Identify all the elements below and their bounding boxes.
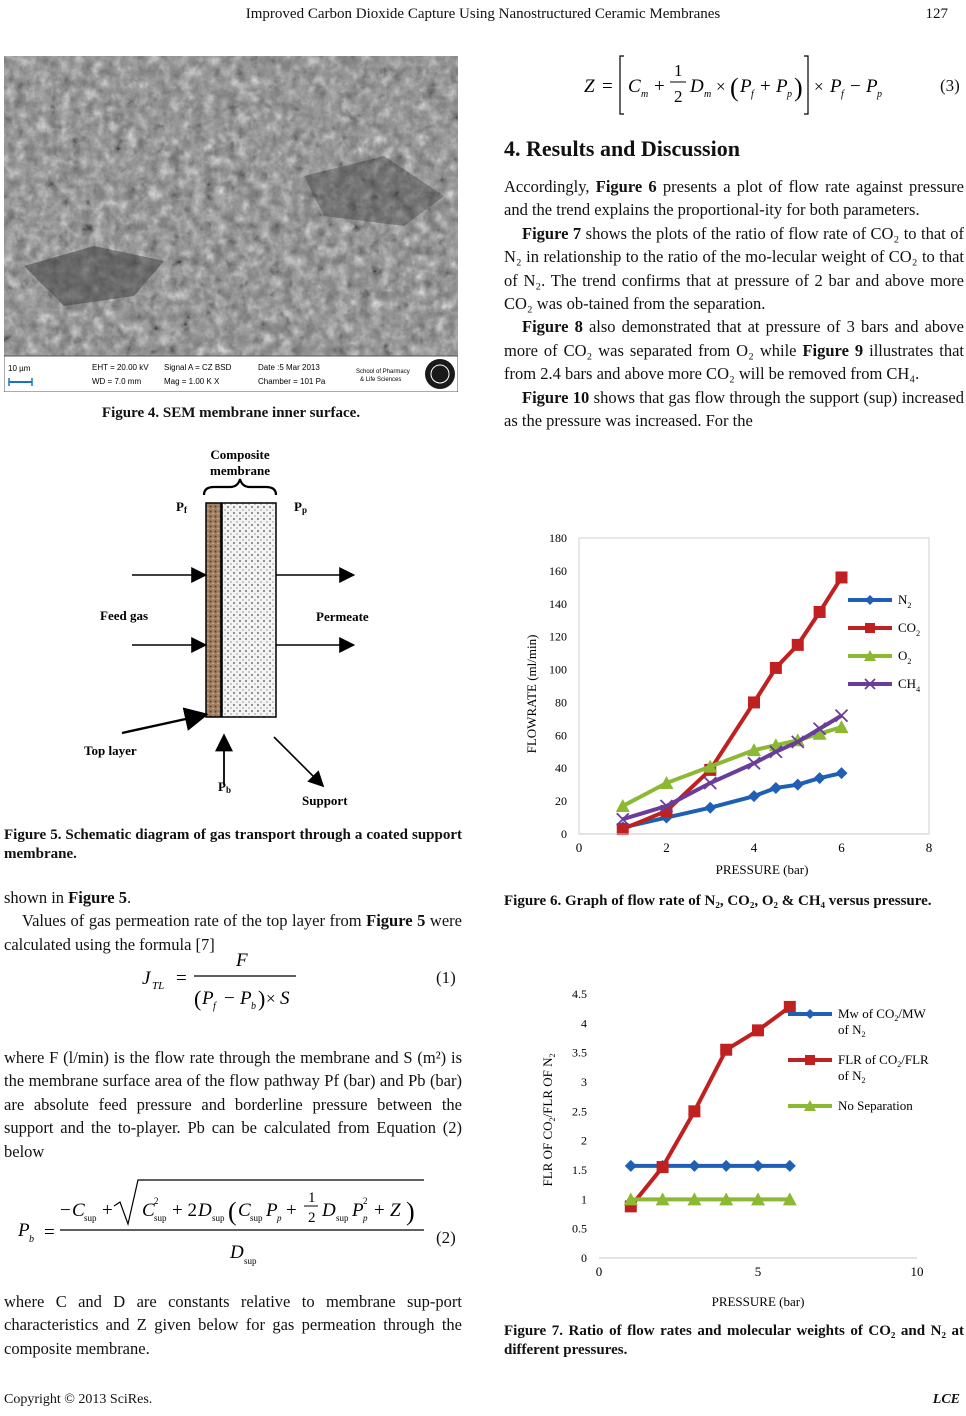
- svg-text:P: P: [740, 76, 752, 97]
- svg-text:D: D: [690, 76, 704, 97]
- svg-text:sup: sup: [250, 1213, 263, 1223]
- svg-text:b: b: [29, 1234, 34, 1245]
- svg-text:+: +: [760, 76, 771, 97]
- svg-text:P: P: [776, 76, 788, 97]
- page-footer: [0, 1390, 966, 1416]
- data-point: [720, 1044, 732, 1056]
- x-tick-label: 10: [910, 1264, 924, 1279]
- svg-text:+ 2: + 2: [172, 1200, 197, 1221]
- right-text-block: [504, 175, 964, 432]
- svg-text:2: 2: [154, 1196, 159, 1206]
- legend-marker: [805, 1009, 815, 1019]
- legend-label: $CO_2$: [898, 620, 921, 638]
- left-text-block-3: [4, 1290, 462, 1360]
- permeate-label: Permeate: [316, 609, 369, 624]
- composite-label-1: Composite: [210, 447, 270, 462]
- x-tick-label: 2: [663, 840, 670, 855]
- svg-text:×: ×: [266, 989, 276, 1008]
- sem-mag: Mag = 1.00 K X: [164, 377, 220, 386]
- figure-7-xlabel: PRESSURE (bar): [711, 1294, 805, 1309]
- figure-6-xlabel: PRESSURE (bar): [715, 862, 809, 877]
- svg-text:D: D: [230, 1242, 244, 1263]
- svg-text:m: m: [704, 89, 712, 100]
- sem-school2: & Life Sciences: [360, 377, 402, 383]
- svg-text:F: F: [236, 950, 248, 971]
- svg-text:D: D: [322, 1200, 336, 1221]
- svg-text:sup: sup: [244, 1256, 257, 1266]
- legend-label: FLR of $CO_2$/FLR: [838, 1052, 929, 1069]
- paragraph-shown: shown in Figure 5.: [4, 888, 132, 907]
- data-point: [688, 1105, 700, 1117]
- data-point: [836, 710, 848, 722]
- equation-3-number: (3): [940, 76, 960, 95]
- data-point: [784, 1160, 796, 1172]
- svg-text:p: p: [787, 89, 792, 100]
- x-tick-label: 5: [754, 1264, 762, 1279]
- svg-text:1: 1: [308, 1190, 316, 1206]
- y-tick-label: 1: [581, 1192, 587, 1207]
- y-tick-label: 100: [549, 662, 567, 677]
- svg-text:2: 2: [363, 1196, 368, 1206]
- svg-text:P: P: [266, 1200, 278, 1221]
- data-point: [625, 1160, 637, 1172]
- y-tick-label: 80: [555, 695, 567, 710]
- svg-text:×: ×: [716, 77, 726, 96]
- y-tick-label: 2.5: [572, 1104, 587, 1119]
- figure-6-caption: Figure 6. Graph of flow rate of N₂, CO₂, O₂ & CH₄ versus pressure.: [504, 893, 932, 909]
- svg-text:+: +: [654, 76, 665, 97]
- paragraph-where-2: where C and D are constants relative to membrane sup-port characteristics and Z given below for gas permeation through the composite membrane.: [4, 1292, 462, 1358]
- journal-abbrev: LCE: [932, 1392, 960, 1407]
- data-point: [720, 1160, 732, 1172]
- sem-signal: Signal A = CZ BSD: [164, 363, 232, 372]
- svg-text:C: C: [628, 76, 641, 97]
- svg-text:P: P: [240, 988, 252, 1009]
- x-tick-label: 8: [925, 840, 933, 855]
- svg-text:f: f: [841, 89, 844, 100]
- section-heading: 4. Results and Discussion: [504, 136, 740, 161]
- legend-label-2: of $N_2$: [838, 1068, 866, 1085]
- svg-text:TL: TL: [152, 980, 165, 992]
- svg-text:): ): [406, 1197, 415, 1226]
- data-point: [657, 1161, 669, 1173]
- y-tick-label: 0: [581, 1251, 587, 1265]
- sem-eht: EHT = 20.00 kV: [92, 363, 149, 372]
- svg-text:b: b: [251, 1001, 256, 1012]
- x-tick-label: 4: [750, 840, 758, 855]
- legend-marker: [865, 595, 875, 605]
- data-point: [704, 802, 716, 814]
- y-tick-label: 1.5: [572, 1163, 587, 1177]
- brace-icon: [204, 479, 276, 495]
- top-layer-label: Top layer: [84, 743, 137, 758]
- svg-text:=: =: [44, 1222, 55, 1243]
- y-tick-label: 4: [581, 1016, 587, 1031]
- svg-text:=: =: [602, 76, 613, 97]
- running-title: Improved Carbon Dioxide Capture Using Nanostructured Ceramic Membranes: [245, 6, 721, 22]
- y-tick-label: 180: [549, 531, 567, 545]
- svg-text:Z: Z: [390, 1200, 401, 1221]
- svg-text:P: P: [18, 1220, 30, 1241]
- sem-chamber: Chamber = 101 Pa: [258, 377, 326, 386]
- sem-school1: School of Pharmacy: [356, 369, 410, 375]
- svg-text:sup: sup: [336, 1213, 349, 1223]
- sem-wd: WD = 7.0 mm: [92, 377, 142, 386]
- svg-text:Z: Z: [584, 76, 595, 97]
- legend-label: $O_2$: [898, 648, 912, 666]
- top-layer-block: [206, 503, 221, 717]
- paragraph-fig7: Figure 7 shows the plots of the ratio of flow rate of CO₂ to that of N₂ in relationship to the ratio of the mo-lecular weight of CO₂ to that of N₂. The trend confirms that at pressure of 2 bar and above more CO₂ was ob-tained from the separation.: [504, 223, 964, 314]
- svg-text:(: (: [194, 986, 202, 1011]
- figure-4-caption: Figure 4. SEM membrane inner surface.: [101, 405, 361, 421]
- data-point: [748, 790, 760, 802]
- svg-text:D: D: [198, 1200, 212, 1221]
- composite-label-2: membrane: [210, 463, 270, 478]
- data-point: [617, 823, 629, 835]
- legend-marker: [865, 623, 875, 633]
- svg-text:C: C: [238, 1200, 251, 1221]
- y-tick-label: 4.5: [572, 987, 587, 1001]
- paragraph-fig10: Figure 10 shows that gas flow through the support (sup) increased as the pressure was increased. For the: [504, 387, 964, 431]
- svg-text:+: +: [374, 1200, 385, 1221]
- svg-text:(: (: [228, 1197, 237, 1226]
- svg-text:m: m: [641, 89, 649, 100]
- series-line-1: [623, 577, 842, 829]
- copyright: Copyright © 2013 SciRes.: [4, 1392, 153, 1407]
- y-tick-label: 3: [581, 1075, 587, 1089]
- figure-7-ylabel: FLR OF $CO_2$/FLR OF $N_2$: [540, 1053, 557, 1187]
- svg-text:sup: sup: [154, 1213, 167, 1223]
- equation-2: [14, 1176, 434, 1276]
- svg-text:sup: sup: [212, 1213, 225, 1223]
- legend-label: $N_2$: [898, 592, 912, 610]
- y-tick-label: 140: [549, 596, 567, 611]
- equation-2-number: (2): [436, 1228, 456, 1247]
- data-point: [814, 772, 826, 784]
- data-point: [784, 1001, 796, 1013]
- scale-label: 10 µm: [8, 364, 31, 373]
- svg-text:(: (: [730, 73, 739, 102]
- legend-label: No Separation: [838, 1098, 913, 1113]
- paragraph-values: Values of gas permeation rate of the top layer from Figure 5 were calculated using the formula [7]: [4, 911, 462, 954]
- legend-label: Mw of $CO_2/MW$: [838, 1006, 926, 1023]
- university-seal-icon: [425, 359, 455, 389]
- page-header: [0, 0, 966, 30]
- data-point: [752, 1024, 764, 1036]
- paragraph-where-1: where F (l/min) is the flow rate through the membrane and S (m²) is the membrane surface area of the flow pathway Pf (bar) and Pb (bar) are absolute feed pressure and borderline pressure between the support and the to-player. Pb can be calculated from Equation (2) below: [4, 1048, 462, 1161]
- svg-text:−: −: [60, 1200, 71, 1221]
- data-point: [748, 696, 760, 708]
- figure-5-caption: Figure 5. Schematic diagram of gas transport through a coated support membrane.: [4, 827, 462, 862]
- figure-5-schematic: [4, 445, 460, 815]
- svg-text:−: −: [850, 76, 861, 97]
- pf-label: Pf: [176, 499, 187, 515]
- svg-text:P: P: [352, 1200, 364, 1221]
- y-tick-label: 40: [555, 761, 567, 776]
- y-tick-label: 0: [561, 827, 567, 841]
- sem-date: Date :5 Mar 2013: [258, 363, 320, 372]
- svg-text:p: p: [363, 1213, 368, 1223]
- figure-6-chart: [516, 526, 956, 882]
- svg-text:J: J: [142, 968, 151, 989]
- svg-text:sup: sup: [84, 1213, 97, 1223]
- feed-gas-label: Feed gas: [100, 608, 149, 623]
- paragraph-fig6: Accordingly, Figure 6 presents a plot of flow rate against pressure and the trend explains the proportional-ity for both parameters.: [504, 177, 964, 220]
- svg-text:): ): [794, 73, 803, 102]
- legend-label-2: of $N_2$: [838, 1022, 866, 1039]
- data-point: [792, 779, 804, 791]
- svg-text:C: C: [72, 1200, 85, 1221]
- paragraph-fig8-9: Figure 8 also demonstrated that at pressure of 3 bars and above more of CO₂ was separated from O₂ while Figure 9 illustrates that from 2.4 bars and above more CO₂ will be removed from CH₄.: [504, 317, 964, 384]
- svg-text:P: P: [202, 988, 214, 1009]
- svg-text:×: ×: [814, 77, 824, 96]
- figure-7-chart: [530, 978, 950, 1312]
- support-label: Support: [302, 793, 348, 808]
- svg-text:−: −: [224, 988, 235, 1009]
- data-point: [752, 1160, 764, 1172]
- svg-text:C: C: [142, 1200, 155, 1221]
- sem-texture: [4, 56, 458, 392]
- data-point: [792, 639, 804, 651]
- data-point: [836, 767, 848, 779]
- svg-text:S: S: [280, 988, 290, 1009]
- svg-text:p: p: [877, 89, 882, 100]
- svg-text:+: +: [286, 1200, 297, 1221]
- svg-text:P: P: [866, 76, 878, 97]
- support-block: [222, 503, 276, 717]
- series-line-1: [631, 1007, 790, 1206]
- y-tick-label: 3.5: [572, 1045, 587, 1060]
- legend-label: $CH_4$: [898, 676, 921, 694]
- svg-text:p: p: [277, 1213, 282, 1223]
- figure-6-ylabel: FLOWRATE (ml/min): [524, 634, 539, 754]
- svg-text:1: 1: [674, 61, 683, 80]
- data-point: [836, 571, 848, 583]
- svg-text:2: 2: [308, 1210, 316, 1226]
- sem-image: [4, 56, 458, 392]
- svg-text:2: 2: [674, 87, 683, 106]
- y-tick-label: 160: [549, 563, 567, 578]
- data-point: [688, 1160, 700, 1172]
- svg-text:f: f: [751, 89, 754, 100]
- pp-label: Pp: [294, 499, 307, 515]
- svg-text:=: =: [176, 968, 187, 989]
- x-tick-label: 0: [595, 1264, 603, 1279]
- y-tick-label: 0.5: [572, 1221, 587, 1236]
- svg-text:): ): [258, 986, 266, 1011]
- left-text-block-2: [4, 1046, 462, 1163]
- page-number: 127: [925, 6, 948, 22]
- data-point: [770, 782, 782, 794]
- y-tick-label: 60: [555, 728, 567, 743]
- series-line-0: [623, 773, 842, 827]
- y-tick-label: 120: [549, 629, 567, 644]
- svg-text:f: f: [213, 1001, 216, 1012]
- legend-marker: [805, 1055, 815, 1065]
- y-tick-label: 2: [581, 1133, 587, 1148]
- data-point: [814, 606, 826, 618]
- svg-text:P: P: [830, 76, 842, 97]
- data-point: [770, 662, 782, 674]
- figure-7-caption: Figure 7. Ratio of flow rates and molecular weights of CO₂ and N₂ at different pressures.: [504, 1323, 964, 1358]
- x-tick-label: 0: [575, 840, 583, 855]
- pb-label: Pb: [218, 779, 231, 795]
- equation-1-number: (1): [436, 968, 456, 987]
- x-tick-label: 6: [838, 840, 845, 855]
- equation-1: [140, 940, 330, 1020]
- equation-3: [580, 50, 900, 122]
- svg-text:+: +: [102, 1200, 113, 1221]
- y-tick-label: 20: [555, 794, 567, 809]
